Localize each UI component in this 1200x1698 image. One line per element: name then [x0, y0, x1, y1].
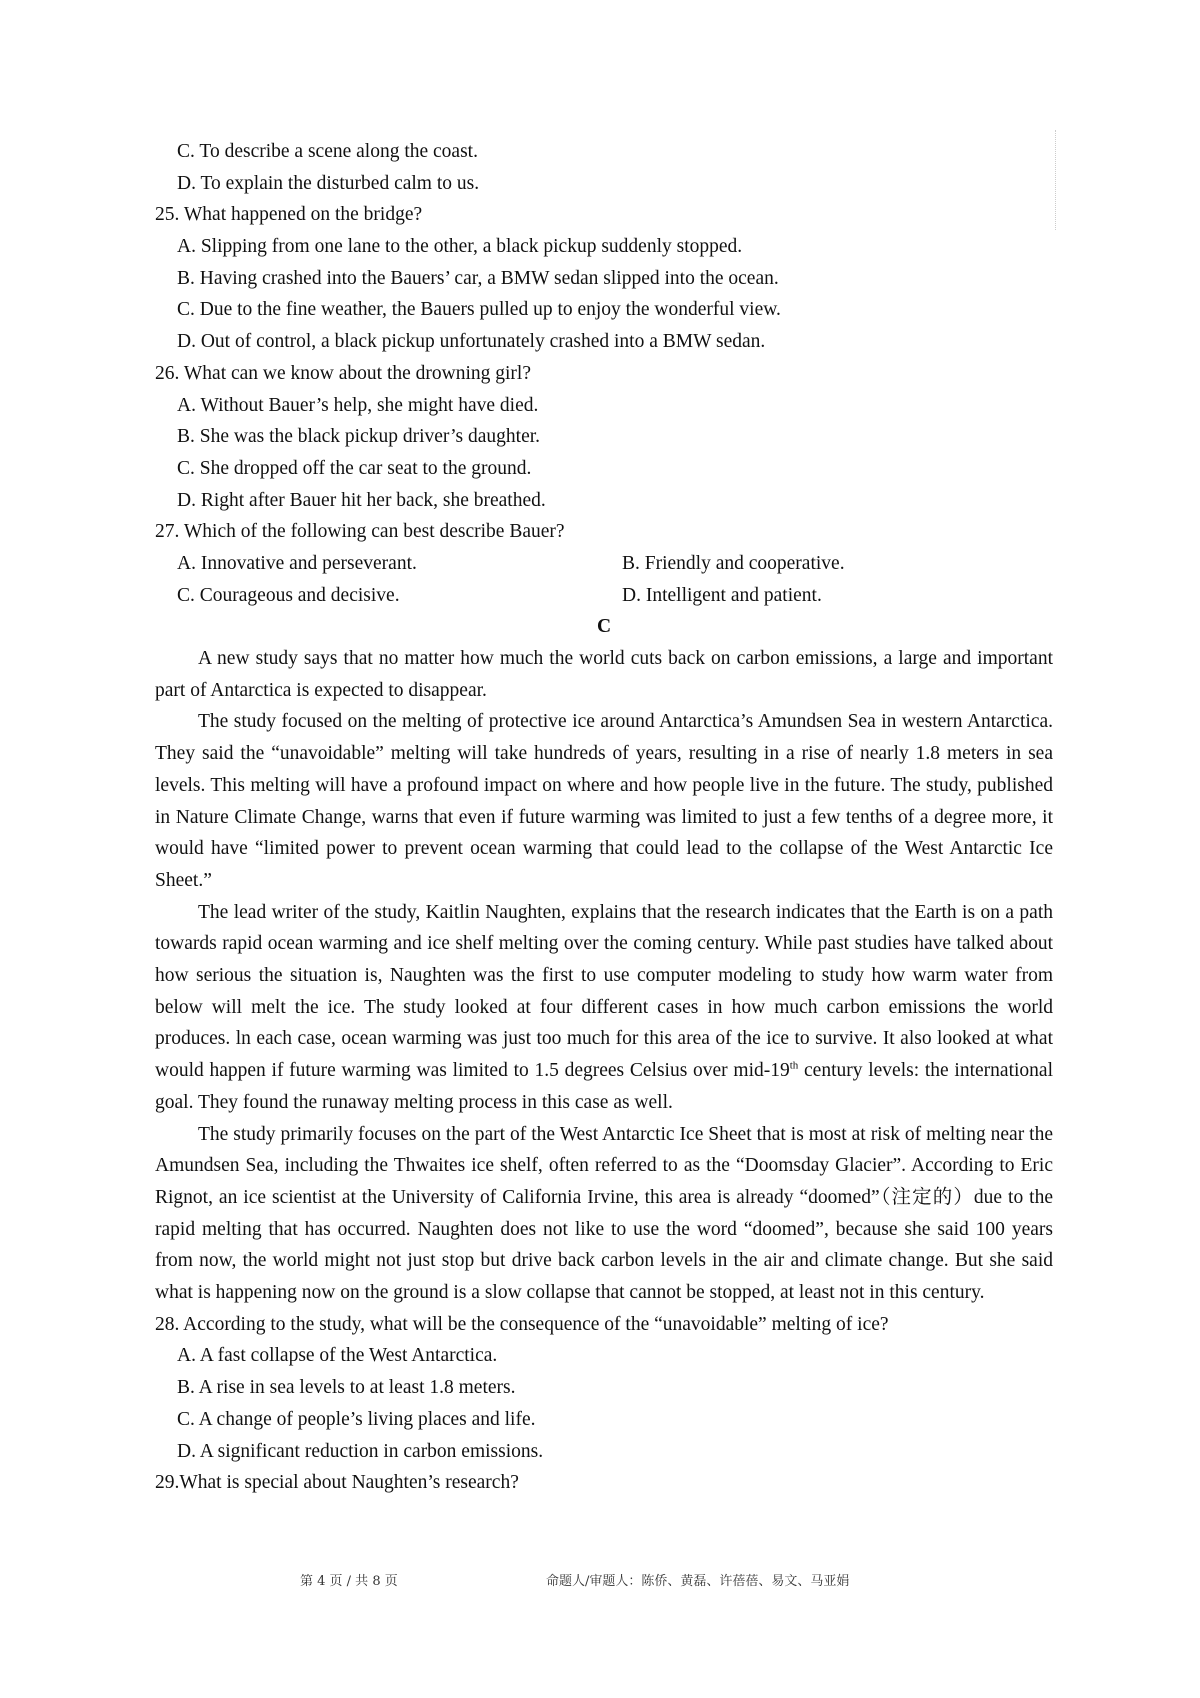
question-29: 29.What is special about Naughten’s research? — [155, 1472, 519, 1494]
superscript-th: th — [789, 1059, 799, 1072]
option-25c: C. Due to the fine weather, the Bauers pulled up to enjoy the wonderful view. — [177, 299, 781, 321]
exam-content — [155, 136, 1053, 1499]
passage-paragraph-4: The study primarily focuses on the part of the West Antarctic Ice Sheet that is most at risk of melting near the Amundsen Sea, including the Thwaites ice shelf, often referred to as the “Doomsday Glacier”. According to Eric Rignot, an ice scientist at the University of California Irvine, this area is already “doomed”（注定的）due to the rapid melting that has occurred. Naughten does not like to use the word “doomed”, because she said 100 years from now, the world might not just stop but drive back carbon levels in the air and climate change. But she said what is happening now on the ground is a slow collapse that cannot be stopped, at least not in this century. — [155, 1123, 1053, 1304]
paragraph-3-text-b: century levels: the international goal. They found the runaway melting process in this case as well. — [155, 1060, 1053, 1113]
footer-authors: 命题人/审题人：陈侨、黄磊、许蓓蓓、易文、马亚娟 — [546, 1574, 850, 1589]
option-28b: B. A rise in sea levels to at least 1.8 meters. — [177, 1377, 516, 1399]
option-26a: A. Without Bauer’s help, she might have died. — [177, 394, 539, 416]
section-heading-c: C — [596, 616, 612, 638]
option-25a: A. Slipping from one lane to the other, a black pickup suddenly stopped. — [177, 236, 743, 258]
option-24c: C. To describe a scene along the coast. — [177, 141, 478, 162]
options-27-row1 — [155, 548, 1053, 580]
option-27d: D. Intelligent and patient. — [622, 584, 822, 606]
paragraph-3-text-a: The lead writer of the study, Kaitlin Naughten, explains that the research indicates that the Earth is on a path towards rapid ocean warming and ice shelf melting over the coming century. While past studies have talked about how serious the situation is, Naughten was the first to use computer modeling to study how warm water from below will melt the ice. The study looked at four different cases in how much carbon emissions the world produces. ln each case, ocean warming was just too much for this area of the ice to survive. It also looked at what would happen if future warming was limited to 1.5 degrees Celsius over mid-19 — [155, 901, 1053, 1082]
option-24d: D. To explain the disturbed calm to us. — [177, 172, 480, 194]
question-28: 28. According to the study, what will be the consequence of the “unavoidable” melting of ice? — [155, 1313, 889, 1335]
options-27-row2 — [155, 580, 1053, 612]
question-25: 25. What happened on the bridge? — [155, 204, 423, 226]
option-26c: C. She dropped off the car seat to the ground. — [177, 457, 532, 479]
question-26: 26. What can we know about the drowning girl? — [155, 362, 532, 384]
option-27a: A. Innovative and perseverant. — [177, 552, 417, 574]
option-25b: B. Having crashed into the Bauers’ car, a BMW sedan slipped into the ocean. — [177, 267, 779, 289]
page-number: 第 4 页 / 共 8 页 — [300, 1574, 398, 1589]
option-28a: A. A fast collapse of the West Antarctica. — [177, 1345, 498, 1367]
passage-paragraph-1: A new study says that no matter how much the world cuts back on carbon emissions, a large and important part of Antarctica is expected to disappear. — [155, 648, 1053, 701]
option-28c: C. A change of people’s living places and life. — [177, 1408, 536, 1430]
passage-paragraph-2: The study focused on the melting of protective ice around Antarctica’s Amundsen Sea in western Antarctica. They said the “unavoidable” melting will take hundreds of years, resulting in a rise of nearly 1.8 meters in sea levels. This melting will have a profound impact on where and how people live in the future. The study, published in Nature Climate Change, warns that even if future warming was limited to just a few tenths of a degree more, it would have “limited power to prevent ocean warming that could lead to the collapse of the West Antarctic Ice Sheet.” — [155, 711, 1053, 891]
option-28d: D. A significant reduction in carbon emissions. — [177, 1440, 544, 1462]
option-26b: B. She was the black pickup driver’s daughter. — [177, 426, 541, 448]
option-25d: D. Out of control, a black pickup unfortunately crashed into a BMW sedan. — [177, 331, 766, 353]
option-26d: D. Right after Bauer hit her back, she breathed. — [177, 489, 546, 511]
margin-dots — [1055, 130, 1058, 230]
passage-paragraph-3 — [155, 897, 1053, 1119]
option-27b: B. Friendly and cooperative. — [622, 552, 845, 574]
option-27c: C. Courageous and decisive. — [177, 584, 400, 606]
question-27: 27. Which of the following can best describe Bauer? — [155, 521, 565, 543]
